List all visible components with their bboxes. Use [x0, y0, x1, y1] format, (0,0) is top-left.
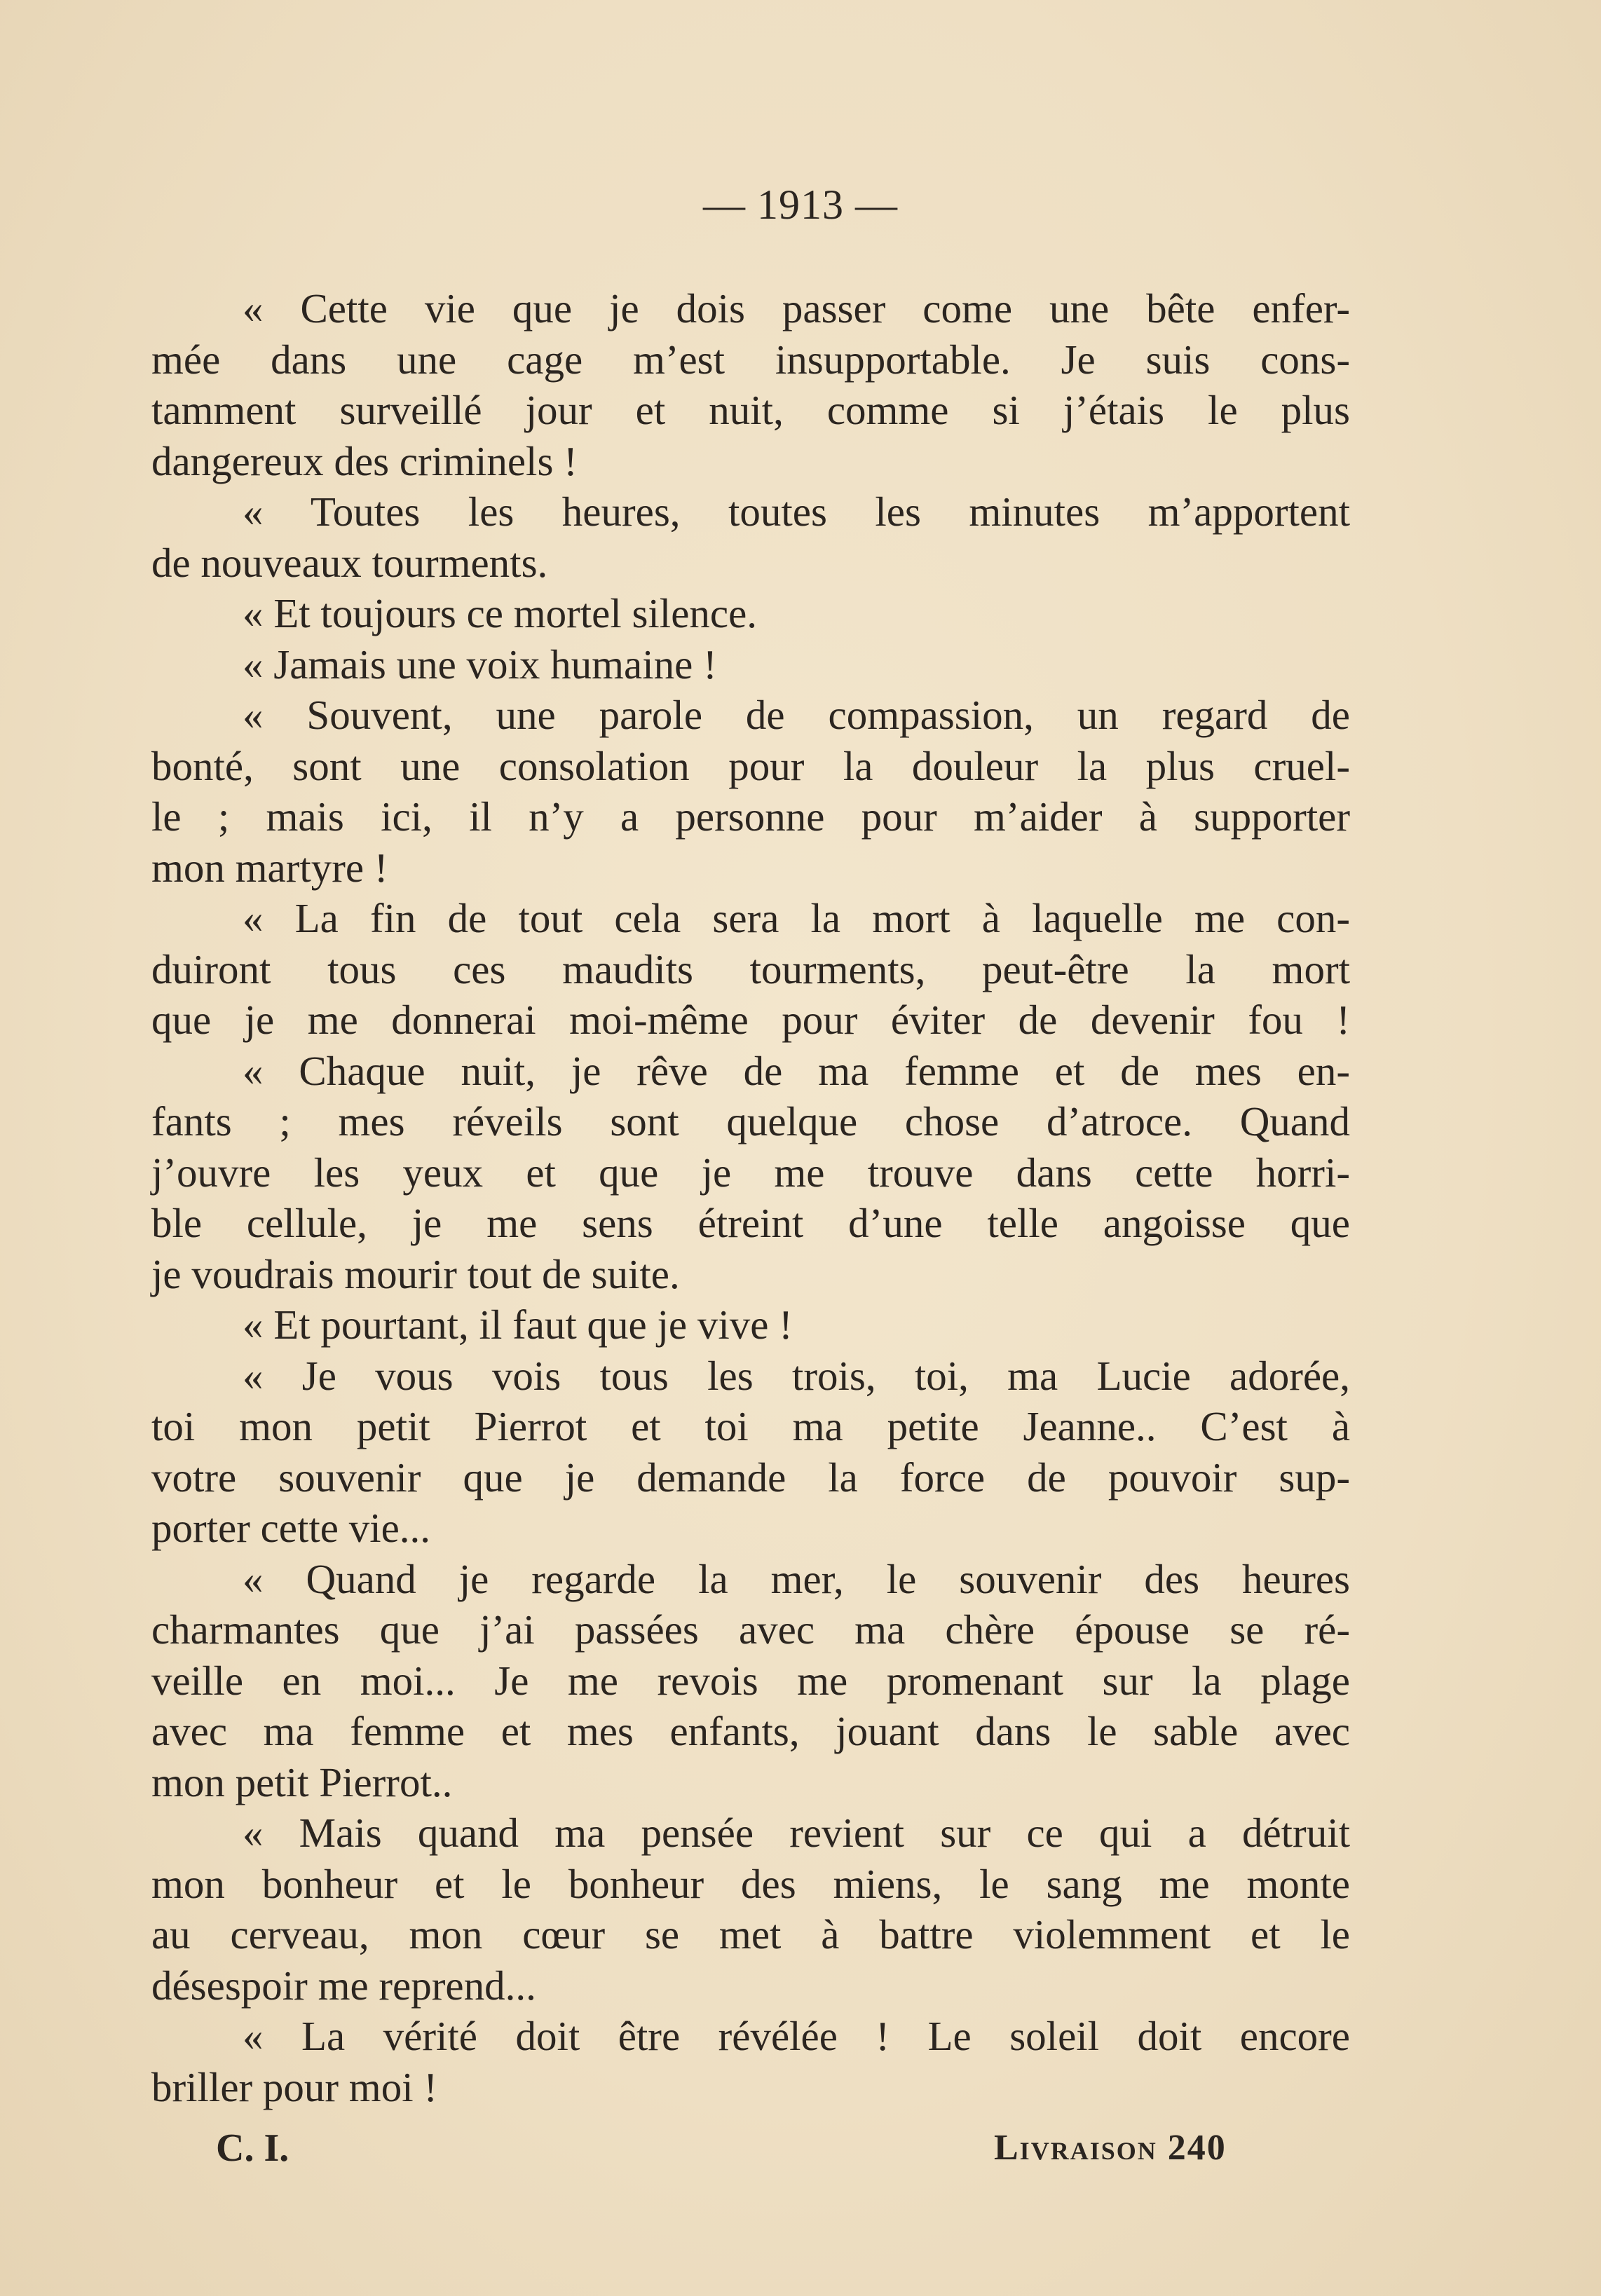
text-line: au cerveau, mon cœur se met à battre violemment et le: [151, 1911, 1350, 1957]
text-line: « Et pourtant, il faut que je vive !: [243, 1301, 793, 1348]
footer-signature: C. I.: [216, 2126, 289, 2170]
text-line: j’ouvre les yeux et que je me trouve dans cette horri-: [151, 1149, 1350, 1196]
text-line: « Cette vie que je dois passer come une bête enfer-: [243, 285, 1350, 332]
text-line: « Quand je regarde la mer, le souvenir des heures: [243, 1555, 1350, 1602]
text-line: « Jamais une voix humaine !: [243, 641, 717, 688]
text-line: charmantes que j’ai passées avec ma chère épouse se ré-: [151, 1606, 1350, 1653]
text-line: fants ; mes réveils sont quelque chose d’atroce. Quand: [151, 1098, 1350, 1144]
text-line: désespoir me reprend...: [151, 1962, 536, 2009]
text-line: toi mon petit Pierrot et toi ma petite Jeanne.. C’est à: [151, 1403, 1350, 1449]
text-line: porter cette vie...: [151, 1505, 431, 1551]
text-line: mon martyre !: [151, 844, 388, 891]
footer-livraison: Livraison 240: [994, 2128, 1227, 2168]
text-line: veille en moi... Je me revois me promenant sur la plage: [151, 1657, 1350, 1704]
text-line: « Mais quand ma pensée revient sur ce qui a détruit: [243, 1810, 1350, 1856]
text-line: « Et toujours ce mortel silence.: [243, 590, 758, 636]
text-line: « La vérité doit être révélée ! Le soleil doit encore: [243, 2013, 1350, 2059]
text-line: mon bonheur et le bonheur des miens, le sang me monte: [151, 1860, 1350, 1907]
text-line: « Chaque nuit, je rêve de ma femme et de mes en-: [243, 1047, 1350, 1094]
text-line: duiront tous ces maudits tourments, peut-être la mort: [151, 945, 1350, 992]
text-line: avec ma femme et mes enfants, jouant dans le sable avec: [151, 1708, 1350, 1754]
text-line: « Souvent, une parole de compassion, un regard de: [243, 692, 1350, 738]
body-text: [151, 283, 1350, 2112]
text-line: bonté, sont une consolation pour la douleur la plus cruel-: [151, 742, 1350, 789]
text-line: mon petit Pierrot..: [151, 1758, 453, 1805]
text-line: le ; mais ici, il n’y a personne pour m’aider à supporter: [151, 793, 1350, 840]
text-line: votre souvenir que je demande la force de pouvoir sup-: [151, 1454, 1350, 1501]
text-line: dangereux des criminels !: [151, 437, 578, 484]
text-line: de nouveaux tourments.: [151, 539, 548, 586]
text-line: ble cellule, je me sens étreint d’une telle angoisse que: [151, 1200, 1350, 1246]
text-line: « Je vous vois tous les trois, toi, ma Lucie adorée,: [243, 1352, 1350, 1399]
text-line: briller pour moi !: [151, 2063, 437, 2110]
text-line: « Toutes les heures, toutes les minutes m’apportent: [243, 488, 1350, 535]
text-line: « La fin de tout cela sera la mort à laquelle me con-: [243, 895, 1350, 941]
page-number: — 1913 —: [703, 182, 898, 228]
text-line: tamment surveillé jour et nuit, comme si j’étais le plus: [151, 387, 1350, 433]
text-line: je voudrais mourir tout de suite.: [151, 1250, 680, 1297]
text-line: mée dans une cage m’est insupportable. Je suis cons-: [151, 336, 1350, 383]
text-line: que je me donnerai moi-même pour éviter de devenir fou !: [151, 997, 1350, 1043]
